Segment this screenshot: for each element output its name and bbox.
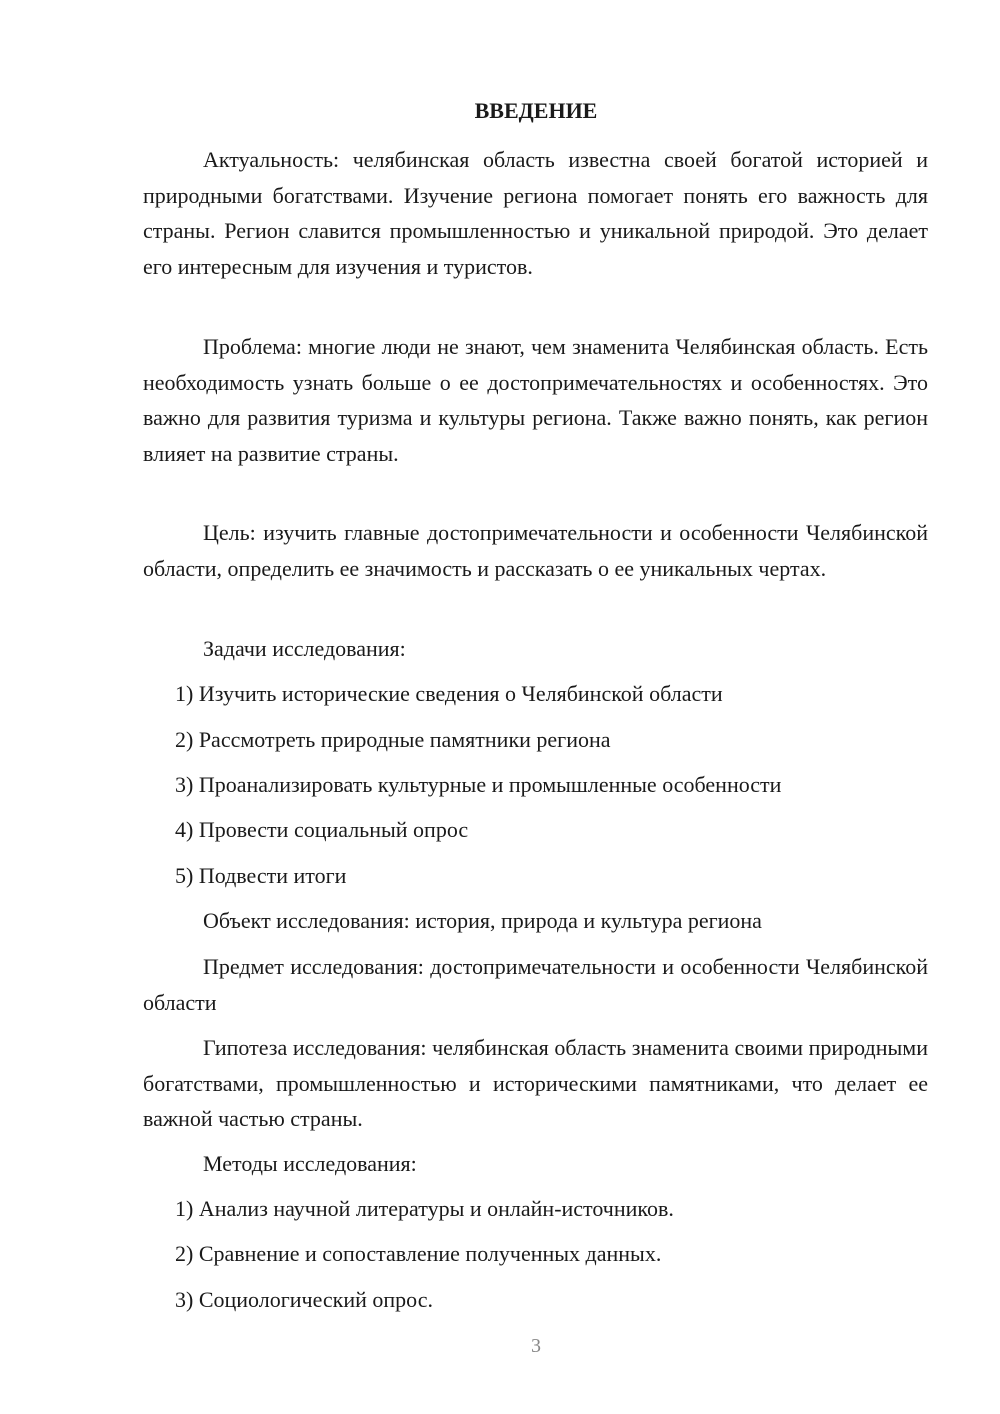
hypothesis-paragraph: Гипотеза исследования: челябинская область знаменита своими природными богатствами, промышленностью и историческими памятниками, что делает ее важной частью страны. [143, 1035, 928, 1131]
methods-title: Методы исследования: [203, 1151, 417, 1176]
task-item: 4) Провести социальный опрос [175, 817, 469, 842]
page-number: 3 [531, 1335, 541, 1357]
task-item: 3) Проанализировать культурные и промышленные особенности [175, 772, 782, 797]
research-object: Объект исследования: история, природа и культура региона [203, 908, 762, 933]
method-item: 1) Анализ научной литературы и онлайн-источников. [175, 1196, 674, 1221]
tasks-title: Задачи исследования: [203, 636, 406, 661]
page-heading: ВВЕДЕНИЕ [474, 98, 598, 123]
method-item: 3) Социологический опрос. [175, 1287, 433, 1312]
method-item: 2) Сравнение и сопоставление полученных данных. [175, 1241, 662, 1266]
task-item: 5) Подвести итоги [175, 863, 347, 888]
goal-paragraph: Цель: изучить главные достопримечательности и особенности Челябинской области, определить ее значимость и рассказать о ее уникальных чертах. [143, 520, 928, 581]
problem-paragraph: Проблема: многие люди не знают, чем знаменита Челябинская область. Есть необходимость узнать больше о ее достопримечательностях и особенностях. Это важно для развития туризма и культуры региона. Также важно понять, как регион влияет на развитие страны. [143, 334, 928, 466]
task-item: 1) Изучить исторические сведения о Челябинской области [175, 681, 723, 706]
relevance-paragraph: Актуальность: челябинская область известна своей богатой историей и природными богатствами. Изучение региона помогает понять его важность для страны. Регион славится промышленностью и уникальной природой. Это делает его интересным для изучения и туристов. [143, 147, 928, 279]
research-subject: Предмет исследования: достопримечательности и особенности Челябинской области [143, 954, 928, 1015]
task-item: 2) Рассмотреть природные памятники региона [175, 727, 611, 752]
